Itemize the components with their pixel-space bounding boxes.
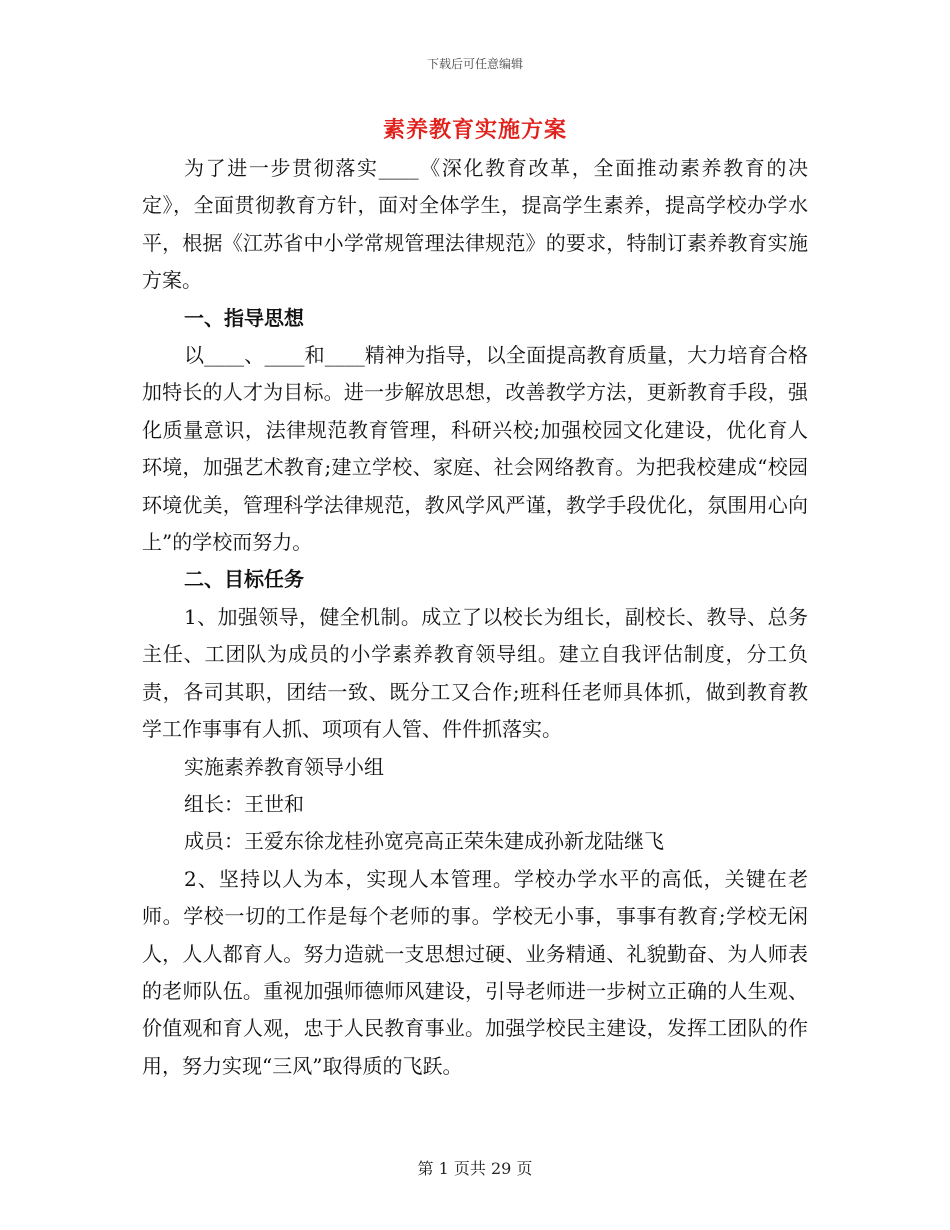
guiding-thought-paragraph: 以____、____和____精神为指导，以全面提高教育质量，大力培育合格加特长的人才为目标。进一步解放思想，改善教学方法，更新教育手段，强化质量意识，法律规范教育管理，科研兴校;加强校园文化建设，优化育人环境，加强艺术教育;建立学校、家庭、社会网络教育。为把我校建成“校园环境优美，管理科学法律规范，教风学风严谨，教学手段优化，氛围用心向上”的学校而努力。 bbox=[142, 343, 808, 555]
section-heading-guiding-thought: 一、指导思想 bbox=[184, 305, 304, 330]
section-heading-goals: 二、目标任务 bbox=[184, 567, 304, 592]
goal-item-1: 1、加强领导，健全机制。成立了以校长为组长，副校长、教导、总务主任、工团队为成员的小学素养教育领导组。建立自我评估制度，分工负责，各司其职，团结一致、既分工又合作;班科任老师具体抓，做到教育教学工作事事有人抓、项项有人管、件件抓落实。 bbox=[142, 604, 808, 742]
group-members: 成员：王爱东徐龙桂孙宽亮高正荣朱建成孙新龙陆继飞 bbox=[184, 829, 664, 854]
leadership-group-title: 实施素养教育领导小组 bbox=[184, 754, 384, 779]
document-body bbox=[142, 150, 808, 1085]
group-leader: 组长：王世和 bbox=[184, 791, 304, 816]
goal-item-2: 2、坚持以人为本，实现人本管理。学校办学水平的高低，关键在老师。学校一切的工作是每个老师的事。学校无小事，事事有教育;学校无闲人，人人都育人。努力造就一支思想过硬、业务精通、礼貌勤奋、为人师表的老师队伍。重视加强师德师风建设，引导老师进一步树立正确的人生观、价值观和育人观，忠于人民教育事业。加强学校民主建设，发挥工团队的作用，努力实现“三风”取得质的飞跃。 bbox=[142, 866, 808, 1078]
page-number-footer: 第 1 页共 29 页 bbox=[417, 1159, 533, 1178]
document-title: 素养教育实施方案 bbox=[382, 117, 567, 143]
intro-paragraph: 为了进一步贯彻落实____《深化教育改革，全面推动素养教育的决定》，全面贯彻教育方针，面对全体学生，提高学生素养，提高学校办学水平，根据《江苏省中小学常规管理法律规范》的要求，特制订素养教育实施方案。 bbox=[142, 156, 808, 293]
header-note: 下载后可任意编辑 bbox=[426, 57, 523, 71]
